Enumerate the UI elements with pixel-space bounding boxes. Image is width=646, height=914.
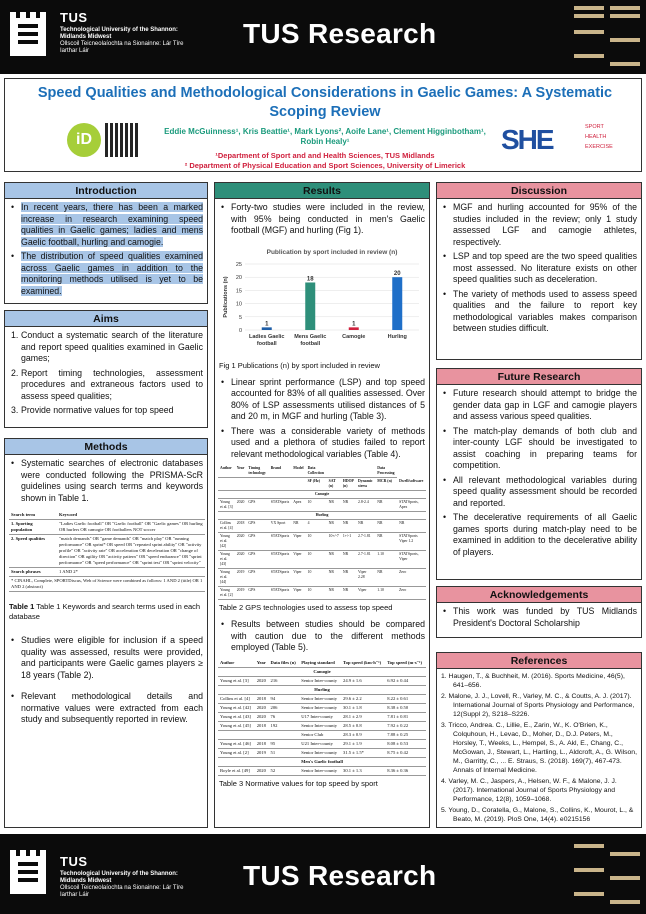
aims-heading: Aims — [5, 311, 207, 327]
x-tick-label: Hurling — [387, 333, 407, 340]
chart-title: Publication by sport included in review (n) — [266, 248, 398, 256]
university-name: Technological University of the Shannon: Midlands Midwest Ollscoil Teicneolaíochta na Sionainne: Lár Tíre Iarthar Láir — [60, 871, 184, 898]
table-row: Boyle et al. [49] 2020 52 Senior Inter-county 30.1 ± 1.3 8.36 ± 0.36 — [218, 766, 426, 775]
future-point-3: • All relevant methodological variables during speed quality assessment should be recorded and reported. — [441, 475, 637, 510]
table-3-caption: Table 3 Normative values for top speed by sport — [219, 778, 378, 788]
data-label: 18 — [306, 275, 314, 282]
bar — [262, 327, 272, 330]
x-tick-label: football — [300, 340, 321, 347]
figure-1-bar-chart — [219, 242, 427, 360]
affiliations: ¹Department of Sport and and Health Sciences, TUS Midlands ² Department of Physical Education and Sport Sciences, University of Limerick — [184, 151, 466, 170]
she-logo-icon: SHE SPORT HEALTH EXERCISE — [501, 124, 613, 155]
author-list: Eddie McGuinness¹, Kris Beattie¹, Mark Lyons², Aoife Lane¹, Clement Higginbotham¹, Robin Healy¹ — [164, 127, 486, 146]
bar — [305, 282, 315, 330]
y-tick-label: 10 — [235, 301, 242, 308]
future-research-section — [436, 368, 642, 580]
methods-point-3: • Relevant methodological details and normative values were extracted from each study and subsequently reported in review. — [9, 691, 203, 726]
bottom-footer — [0, 834, 646, 914]
acknowledgement-text: • This work was funded by TUS Midlands President's Doctoral Scholarship — [441, 606, 637, 629]
table-row: Young et al. [46] 2018 95 U21 Inter-county 29.1 ± 1.9 8.08 ± 0.53 — [218, 739, 426, 748]
table-row: Young et al. [2] 2019 GPS STATSports Viper 10 NR NR Viper 1.10 Zero — [218, 587, 426, 600]
discussion-section — [436, 182, 642, 360]
results-point-2: • Linear sprint performance (LSP) and top speed accounted for 83% of all qualities assessed. Over 80% of LSP assessments utilised distances of 5 and 20 m, in MGF and hurling (Table 3). — [219, 377, 425, 423]
orcid-icon: iD — [67, 123, 101, 157]
tus-wordmark: TUS — [60, 10, 88, 25]
methods-section — [4, 438, 208, 828]
results-point-3: • There was a considerable variety of methods used and a plethora of studies failed to report relevant methodological variables (Table 4). — [219, 426, 425, 461]
tus-research-title: TUS Research — [243, 18, 437, 49]
discussion-point-3: • The variety of methods used to assess speed qualities and the failure to report key methodological variables makes comparison between studies difficult. — [441, 289, 637, 335]
table-row: Collins et al. [4] 2018 94 Senior Inter-county 29.6 ± 2.2 8.22 ± 0.61 — [218, 694, 426, 703]
y-tick-label: 15 — [235, 287, 242, 294]
bar — [349, 327, 359, 330]
reference-1: 1. Haugen, T., & Buchheit, M. (2016). Sports Medicine, 46(5), 641–656. — [441, 673, 625, 689]
table-row: Young et al. [43] 2020 GPS STATSports Viper 10 NR NR 2.7-1.81 1.10 STATSports, Viper — [218, 551, 426, 569]
aim-1: 1. Conduct a systematic search of the literature and report speed qualities examined in Gaelic games; — [9, 330, 203, 365]
methods-point-1: • Systematic searches of electronic databases were conducted following the PRISMA-ScR guidelines using search terms and keywords shown in Table 1. — [9, 458, 203, 504]
results-point-4: • Results between studies should be compared with caution due to the different methods employed (Table 5). — [219, 619, 425, 654]
table-row: Young et al. [42] 2020 GPS STATSports Viper 10 10+/-7 1+/-1 2.7-1.81 NR STATSports Viper 1.2 — [218, 533, 426, 551]
university-name: Technological University of the Shannon: Midlands Midwest Ollscoil Teicneolaíochta na Sionainne: Lár Tíre Iarthar Láir — [60, 27, 184, 54]
x-tick-label: Mens Gaelic — [294, 333, 327, 340]
table-2-caption: Table 2 GPS technologies used to assess top speed — [219, 603, 393, 612]
discussion-heading: Discussion — [437, 183, 641, 199]
table-1-keywords: Search term Keyword 1. Sporting population "Ladies Gaelic football" OR "Gaelic football" OR "Gaelic games" OR hurling OR hurlers OR camogie OR footballers NOT soccer 2. Speed qualities "match demands" OR "game demands" OR "match play" OR "running performance" OR sprint* OR speed OR "repeated sprint ability" OR "activity profile" OR "activity rate" OR acceleration OR deceleration OR "change of direction" OR agility OR "activity pattern" OR "speed endurance" OR "sprint performance" OR "speed performance" OR "sprint test" OR "sprint velocity" Search phrases 1 AND 2* * CINAHL, Complete, SPORTDiscus, Web of Science were combined as follows: 1 AND 2 (title) OR 1 AND 2 (abstract) — [9, 511, 205, 592]
table-3-top-speed — [218, 659, 426, 776]
aim-3: 3. Provide normative values for top speed — [9, 405, 203, 417]
data-label: 1 — [352, 320, 356, 327]
acknowledgements-section — [436, 586, 642, 638]
introduction-section — [4, 182, 208, 304]
x-tick-label: Ladies Gaelic — [249, 333, 285, 340]
table-row: SF (Hz) SAT (n) HDOP (n) Dynamic stress MCR (n) Dwell/software — [218, 478, 426, 491]
tus-research-title: TUS Research — [243, 860, 437, 891]
reference-5: 5. Young, D., Coratella, G., Malone, S., Collins, K., Mourot, L., & Beato, M. (2019). PloS One, 14(4). e0215156 — [441, 807, 634, 823]
intro-point-1: • In recent years, there has been a marked increase in research examining speed qualities in Gaelic games; ladies and mens Gaelic football, hurling and camogie. — [9, 202, 203, 248]
future-point-2: • The match-play demands of both club and inter-county LGF should be investigated to assist coaching in preparing teams for competition. — [441, 426, 637, 472]
y-tick-label: 25 — [235, 261, 242, 268]
data-label: 20 — [393, 270, 401, 277]
table-row: Young et al. [3] 2020 216 Senior Inter-county 24.9 ± 1.6 6.92 ± 0.44 — [218, 676, 426, 685]
y-tick-label: 20 — [235, 274, 242, 281]
methods-point-2: • Studies were eligible for inclusion if a speed quality was assessed, results were provided, and participants were Gaelic games players ≥ 18 years (Table 2). — [9, 635, 203, 681]
table-row: Camogie — [218, 667, 426, 676]
table-row: Camogie — [218, 491, 426, 499]
top-header — [0, 0, 646, 74]
discussion-point-2: • LSP and top speed are the two speed qualities most assessed. No literature exists on other speed qualities such as deceleration. — [441, 251, 637, 286]
y-tick-label: 0 — [238, 327, 242, 334]
future-research-heading: Future Research — [437, 369, 641, 385]
table-2-gps — [218, 465, 426, 600]
table-row: Young et al. [45] 2018 192 Senior Inter-county 28.5 ± 0.8 7.92 ± 0.22 — [218, 721, 426, 730]
figure-1-caption: Fig 1 Publications (n) by sport included in review — [219, 360, 380, 370]
table-row: Author Year Data files (n) Playing standard Top speed (km·h⁻¹) Top speed (m·s⁻¹) — [218, 659, 426, 668]
reference-3: 3. Tricco, Andrea. C., Lillie, E., Zarin, W., K. O'Brien, K., Colquhoun, H., Levac, D., Moher, D., D.J. Peters, M., Horsley, T., Weeks, L., Hempel, S., A. Akl, E., Chang, C., McGowan, J., Stewart, L., Hartling, L., Aldcroft, A., G. Wilson, M., Garritty, C., ... E. Straus, S. (2018). 169(7), 467-473. Annals of Internal Medicine. — [441, 722, 637, 774]
future-point-1: • Future research should attempt to bridge the gender data gap in LGF and camogie players and assess various speed qualities. — [441, 388, 637, 423]
future-point-4: • The decelerative requirements of all Gaelic games sports during match-play need to be examined in addition to the decelerative ability of players. — [441, 512, 637, 558]
references-heading: References — [437, 653, 641, 669]
table-row: Young et al. [44] 2019 GPS STATSports Viper 10 NR NR Viper 2.28 NR Zero — [218, 569, 426, 587]
data-label: 1 — [265, 320, 269, 327]
table-row: Hurling — [218, 512, 426, 520]
tus-castle-logo-icon — [8, 8, 48, 56]
table-row: Young et al. [43] 2020 76 U17 Inter-county 28.1 ± 2.9 7.81 ± 0.81 — [218, 712, 426, 721]
results-heading: Results — [215, 183, 429, 199]
table-row: Young et al. [42] 2020 206 Senior Inter-county 30.1 ± 1.8 8.38 ± 0.50 — [218, 703, 426, 712]
poster-title-box — [4, 78, 642, 172]
gold-stripe-pattern — [574, 4, 640, 70]
bar — [392, 277, 402, 330]
table-row: Author Year Timing technology Brand Model Data Collection Data Processing — [218, 465, 426, 478]
aims-section — [4, 310, 208, 428]
y-axis-label: Publications (n) — [223, 275, 229, 318]
y-tick-label: 5 — [238, 314, 242, 321]
table-row: Men's Gaelic football — [218, 757, 426, 766]
poster-title: Speed Qualities and Methodological Considerations in Gaelic Games: A Systematic Scoping Review — [37, 85, 613, 120]
discussion-point-1: • MGF and hurling accounted for 95% of the studies included in the review; only 1 study assessed LGF and camogie athletes, respectively. — [441, 202, 637, 248]
tus-wordmark: TUS — [60, 854, 88, 869]
x-tick-label: Camogie — [342, 333, 366, 340]
methods-heading: Methods — [5, 439, 207, 455]
table-row: Young et al. [3] 2020 GPS STATSports Apex 10 NR NR 2.8-2.4 NR STATSports, Apex — [218, 499, 426, 512]
table-row: Young et al. [2] 2019 51 Senior Inter-county 31.5 ± 1.5* 8.75 ± 0.42 — [218, 748, 426, 757]
aim-2: 2. Report timing technologies, assessment procedures and extraneous factors used to assess speed qualities; — [9, 368, 203, 403]
references-section — [436, 652, 642, 828]
table-row: Hurling — [218, 685, 426, 694]
reference-4: 4. Varley, M. C., Jaspers, A., Helsen, W. F., & Malone, J. J. (2017). International Journal of Sports Physiology and Performance, 12(8), 1059–1068. — [441, 778, 617, 803]
table-row: Collins et al. [4] 2018 GPS VX Sport NR 4 NR NR NR NR NR — [218, 520, 426, 533]
acknowledgements-heading: Acknowledgements — [437, 587, 641, 603]
table-row: Senior Club 28.3 ± 0.9 7.88 ± 0.25 — [218, 730, 426, 739]
results-section — [214, 182, 430, 828]
reference-2: 2. Malone, J. J., Lovell, R., Varley, M. C., & Coutts, A. J. (2017). International Journal of Sports Physiology and Performance, 12(Suppl 2), S218–S226. — [441, 693, 635, 718]
intro-point-2: • The distribution of speed qualities examined across Gaelic games in addition to the monitoring methods utilised is yet to be examined. — [9, 251, 203, 297]
introduction-heading: Introduction — [5, 183, 207, 199]
table-1-caption: Table 1 Table 1 Keywords and search terms used in each database — [9, 602, 201, 621]
results-point-1: • Forty-two studies were included in the review, with 95% being conducted in men's Gaelic football (MGF) and hurling (Fig 1). — [219, 202, 425, 237]
gold-stripe-pattern — [574, 842, 640, 908]
tus-castle-logo-icon — [8, 846, 48, 894]
x-tick-label: football — [256, 340, 277, 347]
